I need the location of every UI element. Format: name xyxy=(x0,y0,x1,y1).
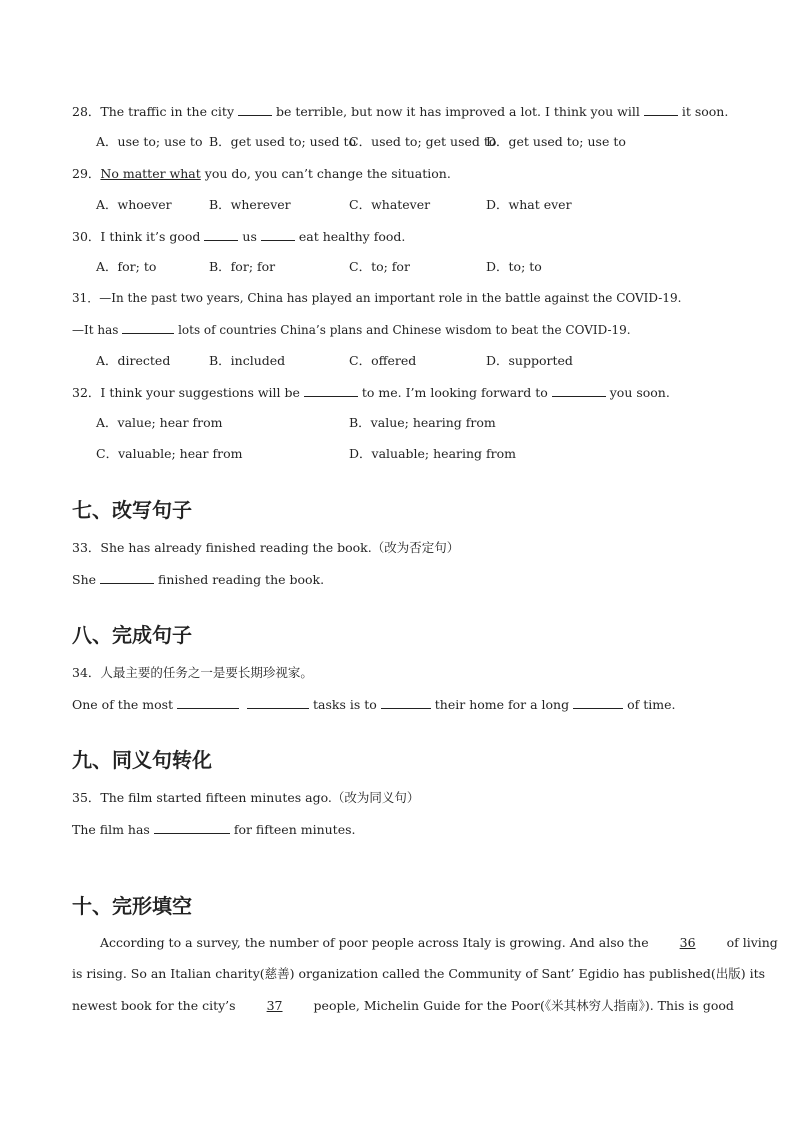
option-b[interactable]: B．get used to; used to xyxy=(209,134,357,149)
option-c[interactable]: C．to; for xyxy=(349,259,410,274)
answer-blank[interactable] xyxy=(204,228,238,241)
option-b[interactable]: B．value; hearing from xyxy=(349,415,496,430)
option-a[interactable]: A．value; hear from xyxy=(96,415,223,430)
option-a[interactable]: A．whoever xyxy=(96,197,172,212)
question-33-answer-line: She finished reading the book. xyxy=(72,572,325,587)
option-d[interactable]: D．get used to; use to xyxy=(486,134,626,149)
option-a[interactable]: A．use to; use to xyxy=(96,134,203,149)
question-35-answer-line: The film has for fifteen minutes. xyxy=(72,822,356,837)
answer-blank[interactable] xyxy=(238,103,272,116)
option-b[interactable]: B．included xyxy=(209,353,286,368)
answer-blank[interactable] xyxy=(573,696,623,709)
answer-blank[interactable] xyxy=(154,821,230,834)
passage-line-1: According to a survey, the number of poor people across Italy is growing. And also the 36 of living xyxy=(100,935,778,950)
passage-line-3: newest book for the city’s 37 people, Michelin Guide for the Poor(《米其林穷人指南》). This is good xyxy=(72,998,734,1013)
answer-blank[interactable] xyxy=(304,384,358,397)
option-b[interactable]: B．wherever xyxy=(209,197,291,212)
option-d[interactable]: D．valuable; hearing from xyxy=(349,446,516,461)
answer-blank[interactable] xyxy=(644,103,678,116)
cloze-blank-36[interactable]: 36 xyxy=(679,935,696,950)
answer-blank[interactable] xyxy=(381,696,431,709)
answer-blank[interactable] xyxy=(552,384,606,397)
question-30-stem: 30．I think it’s good us eat healthy food. xyxy=(72,229,406,244)
passage-line-2: is rising. So an Italian charity(慈善) organization called the Community of Sant’ Egidio has published(出版) its xyxy=(72,966,766,981)
question-31-line2: —It has lots of countries China’s plans and Chinese wisdom to beat the COVID-19. xyxy=(72,323,631,337)
answer-blank[interactable] xyxy=(177,696,239,709)
option-c[interactable]: C．whatever xyxy=(349,197,431,212)
section-heading: 十、完形填空 xyxy=(72,894,192,918)
cloze-blank-37[interactable]: 37 xyxy=(266,998,283,1013)
answer-blank[interactable] xyxy=(122,321,174,334)
question-29-stem: 29．No matter what you do, you can’t change the situation. xyxy=(72,166,451,181)
section-heading: 八、完成句子 xyxy=(72,623,192,647)
question-31-line1: 31．—In the past two years, China has played an important role in the battle against the COVID-19. xyxy=(72,291,682,305)
option-c[interactable]: C．offered xyxy=(349,353,417,368)
option-a[interactable]: A．directed xyxy=(96,353,171,368)
question-28-stem: 28．The traffic in the city be terrible, but now it has improved a lot. I think you will it soon. xyxy=(72,104,729,119)
option-c[interactable]: C．used to; get used to xyxy=(349,134,497,149)
question-33-stem: 33．She has already finished reading the book.（改为否定句） xyxy=(72,540,460,555)
question-32-stem: 32．I think your suggestions will be to me. I’m looking forward to you soon. xyxy=(72,385,670,400)
answer-blank[interactable] xyxy=(261,228,295,241)
question-34-answer-line: One of the most tasks is to their home for a long of time. xyxy=(72,697,676,712)
option-d[interactable]: D．supported xyxy=(486,353,573,368)
answer-blank[interactable] xyxy=(100,571,154,584)
option-b[interactable]: B．for; for xyxy=(209,259,276,274)
question-35-stem: 35．The film started fifteen minutes ago.（改为同义句） xyxy=(72,790,420,805)
option-d[interactable]: D．to; to xyxy=(486,259,542,274)
option-a[interactable]: A．for; to xyxy=(96,259,157,274)
option-d[interactable]: D．what ever xyxy=(486,197,572,212)
section-heading: 九、同义句转化 xyxy=(72,748,212,772)
option-c[interactable]: C．valuable; hear from xyxy=(96,446,243,461)
section-heading: 七、改写句子 xyxy=(72,498,192,522)
underlined-phrase: No matter what xyxy=(100,166,201,181)
question-34-stem: 34．人最主要的任务之一是要长期珍视家。 xyxy=(72,665,313,680)
answer-blank[interactable] xyxy=(247,696,309,709)
